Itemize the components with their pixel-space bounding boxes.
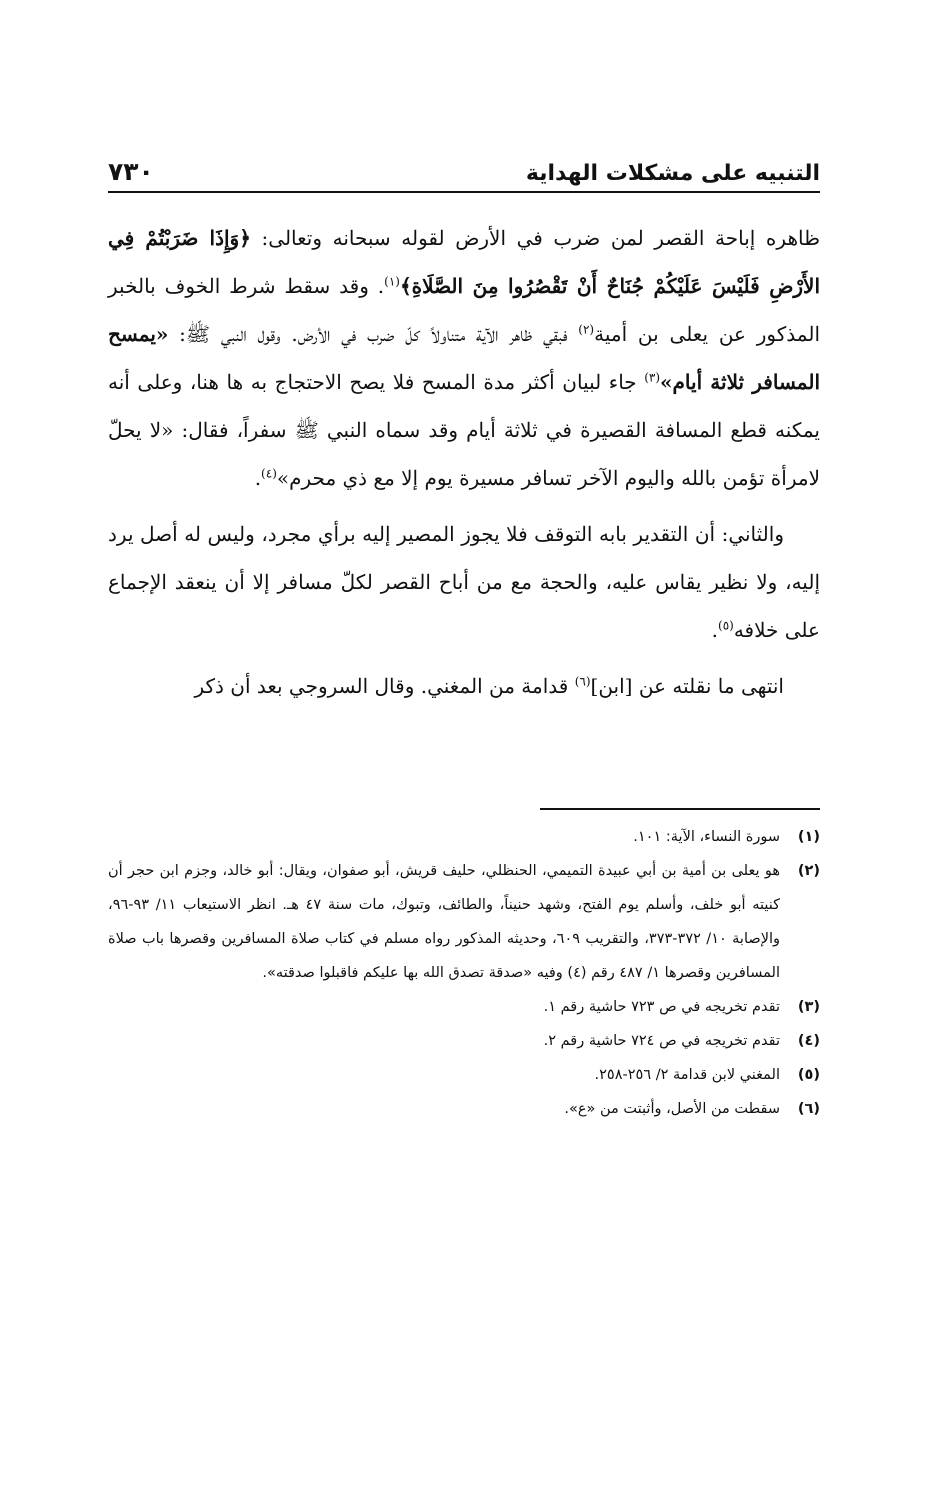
footnote-number: (٤) <box>797 1033 820 1049</box>
footnote-3 <box>108 990 820 1024</box>
hadith-quote: «يمسح المسافر ثلاثة أيام» <box>108 322 821 394</box>
p1-text-a: ظاهره إباحة القصر لمن ضرب في الأرض لقوله سبحانه وتعالى: <box>250 226 820 250</box>
p3-text-a: انتهى ما نقلته عن [ابن] <box>590 674 784 698</box>
footnote-text: سقطت من الأصل، وأثبتت من «ع». <box>564 1101 780 1117</box>
footnote-1 <box>108 820 820 854</box>
running-header <box>108 140 820 186</box>
p1-text-b: . وقد سقط شرط الخوف بالخبر المذكور عن يعلى بن أمية <box>108 274 820 346</box>
footnotes <box>108 820 820 1126</box>
footnote-ref-5[interactable]: (٥) <box>718 618 734 633</box>
footnote-ref-2[interactable]: (٢) <box>578 322 595 337</box>
footnote-divider <box>540 808 820 810</box>
footnote-text: تقدم تخريجه في ص ٧٢٤ حاشية رقم ٢. <box>543 1033 780 1049</box>
footnote-number: (١) <box>797 829 820 845</box>
paragraph-1 <box>108 214 820 502</box>
p1-text-e: . <box>254 466 262 490</box>
p3-text-b: قدامة من المغني. وقال السروجي بعد أن ذكر <box>194 674 575 698</box>
p1-text-c: فبقي ظاهر الآية متناولاً كلّ ضرب في الأرض. وقول النبي ﷺ: <box>168 322 579 346</box>
quran-verse: ﴿وَإِذَا ضَرَبْتُمْ فِي الأَرْضِ فَلَيْسَ عَلَيْكُمْ جُنَاحٌ أَنْ تَقْصُرُوا مِنَ الصَّلَاةِ﴾ <box>108 226 820 298</box>
p2-text-b: . <box>711 618 718 642</box>
footnote-text: هو يعلى بن أمية بن أبي عبيدة التميمي، الحنظلي، حليف قريش، أبو صفوان، ويقال: أبو خالد، وجزم ابن حجر أن كنيته أبو خلف، وأسلم يوم الفتح، وشهد حنيناً، والطائف، وتبوك، مات سنة ٤٧ هـ. انظر الاستيعاب ١١/ ٩٣-٩٦، والإصابة ١٠/ ٣٧٢-٣٧٣، والتقريب ٦٠٩، وحديثه المذكور رواه مسلم في كتاب صلاة المسافرين وقصرها باب صلاة المسافرين وقصرها ١/ ٤٨٧ رقم (٤) وفيه «صدقة تصدق الله بها عليكم فاقبلوا صدقته». <box>108 863 780 981</box>
footnote-text: سورة النساء، الآية: ١٠١. <box>633 829 780 845</box>
p1-text-d: جاء لبيان أكثر مدة المسح فلا يصح الاحتجاج به ها هنا، وعلى أنه يمكنه قطع المسافة القصيرة في ثلاثة أيام وقد سماه النبي ﷺ سفراً، فقال: «لا يحلّ لامرأة تؤمن بالله واليوم الآخر تسافر مسيرة يوم إلا مع ذي محرم» <box>108 370 820 490</box>
footnote-ref-6[interactable]: (٦) <box>574 674 591 689</box>
p2-text-a: والثاني: أن التقدير بابه التوقف فلا يجوز المصير إليه برأي مجرد، وليس له أصل يرد إليه، ولا نظير يقاس عليه، والحجة مع من أباح القصر لكلّ مسافر إلا أن ينعقد الإجماع على خلافه <box>108 522 820 642</box>
paragraph-2 <box>108 510 820 654</box>
footnote-text: المغني لابن قدامة ٢/ ٢٥٦-٢٥٨. <box>594 1067 780 1083</box>
footnote-4 <box>108 1024 820 1058</box>
footnote-number: (٣) <box>797 999 820 1015</box>
footnote-ref-3[interactable]: (٣) <box>644 370 661 385</box>
main-text <box>108 214 820 710</box>
footnote-2 <box>108 854 820 990</box>
page-number: ٧٣٠ <box>108 157 154 186</box>
footnote-text: تقدم تخريجه في ص ٧٢٣ حاشية رقم ١. <box>543 999 780 1015</box>
footnote-number: (٢) <box>797 863 820 879</box>
footnote-ref-4[interactable]: (٤) <box>261 466 277 481</box>
footnote-ref-1[interactable]: (١) <box>384 274 400 289</box>
footnote-number: (٥) <box>797 1067 820 1083</box>
footnote-number: (٦) <box>797 1101 820 1117</box>
footnote-6 <box>108 1092 820 1126</box>
paragraph-3 <box>108 662 820 710</box>
footnote-5 <box>108 1058 820 1092</box>
header-divider <box>108 191 820 193</box>
header-title: التنبيه على مشكلات الهداية <box>525 161 820 186</box>
